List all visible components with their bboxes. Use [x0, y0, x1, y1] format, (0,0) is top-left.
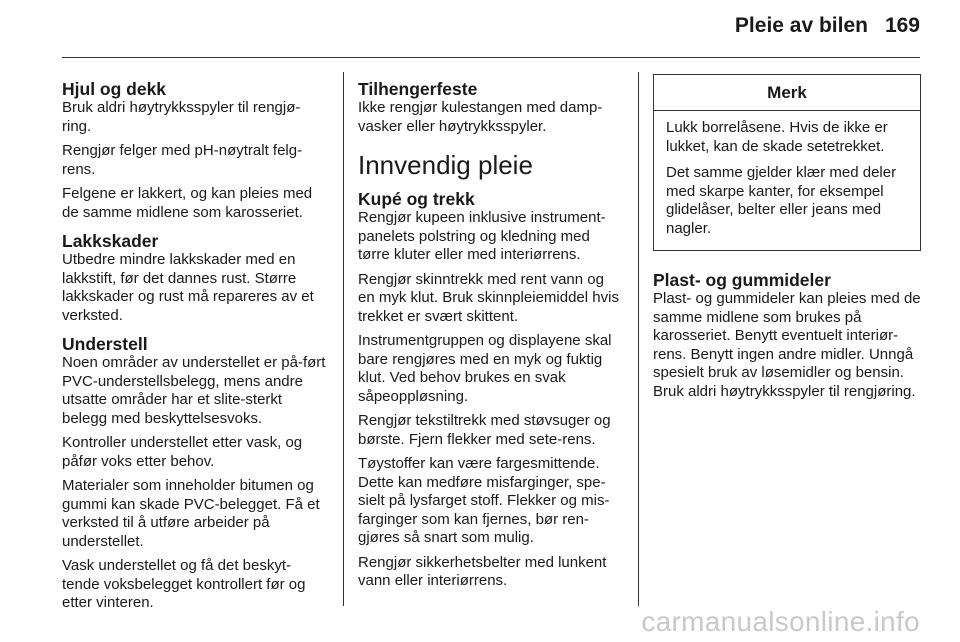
column-1 — [62, 80, 328, 623]
section-plastic-rubber — [653, 271, 921, 401]
section-heading: Kupé og trekk — [358, 189, 475, 209]
paragraph: Vask understellet og få det beskyt-tende voksbelegget kontrollert før og etter vinteren. — [62, 557, 306, 611]
section-interior-upholstery — [358, 190, 624, 591]
section-paint-damage — [62, 232, 328, 325]
column-divider-1 — [343, 72, 344, 606]
chapter-title: Innvendig pleie — [358, 150, 533, 180]
section-wheels-tyres — [62, 80, 328, 222]
paragraph: Utbedre mindre lakkskader med en lakkstift, før det dannes rust. Større lakkskader og rust må repareres av et verksted. — [62, 251, 314, 324]
paragraph: Instrumentgruppen og displayene skal bare rengjøres med en myk og fuktig klut. Ved behov brukes en svak såpeoppløsning. — [358, 332, 612, 405]
paragraph: Plast- og gummideler kan pleies med de samme midlene som brukes på karosseriet. Benytt eventuelt interiør-rens. Benytt ingen andre midler. Unngå spesielt bruk av løsemidler og bensin. Bruk aldri høytrykksspyler til rengjøring. — [653, 290, 921, 400]
paragraph: Kontroller understellet etter vask, og påfør voks etter behov. — [62, 434, 303, 470]
paragraph: Materialer som inneholder bitumen og gummi kan skade PVC-belegget. Få et verksted til å utføre arbeider på understellet. — [62, 477, 320, 550]
paragraph: Noen områder av understellet er på-ført PVC-understellsbelegg, mens andre utsatte områder har et slite-sterkt belegg med beskyttelsesvoks. — [62, 354, 326, 427]
page-title: Pleie av bilen — [734, 14, 868, 37]
section-towbar — [358, 80, 624, 136]
paragraph: Rengjør tekstiltrekk med støvsuger og børste. Fjern flekker med sete-rens. — [358, 412, 611, 448]
paragraph: Rengjør skinntrekk med rent vann og en myk klut. Bruk skinnpleiemiddel hvis trekket er svært skittent. — [358, 270, 619, 325]
section-underbody — [62, 335, 328, 613]
page-number: 169 — [884, 14, 920, 37]
note-title: Merk — [654, 75, 920, 111]
header-divider — [62, 57, 920, 58]
section-heading: Plast- og gummideler — [653, 270, 831, 290]
paragraph: Rengjør sikkerhetsbelter med lunkent vann eller interiørrens. — [358, 553, 607, 589]
section-heading: Hjul og dekk — [62, 79, 167, 99]
paragraph: Bruk aldri høytrykksspyler til rengjø-ring. — [62, 99, 301, 135]
paragraph: Tøystoffer kan være fargesmittende. Dette kan medføre misfarginger, spe-sielt på lysfarget stoff. Flekker og mis-farginger som kan fjernes, bør ren-gjøres så snart som mulig. — [358, 455, 610, 546]
paragraph: Rengjør felger med pH-nøytralt felg-rens. — [62, 142, 303, 178]
note-body — [654, 111, 920, 250]
paragraph: Felgene er lakkert, og kan pleies med de samme midlene som karosseriet. — [62, 185, 313, 221]
column-3 — [653, 74, 921, 407]
column-divider-2 — [638, 72, 639, 606]
section-heading: Understell — [62, 334, 148, 354]
note-paragraph: Lukk borrelåsene. Hvis de ikke er lukket, kan de skade setetrekket. — [666, 119, 888, 155]
note-box — [653, 74, 921, 251]
column-2 — [358, 80, 624, 597]
watermark-text: carmanualsonline.info — [641, 606, 920, 637]
section-heading: Lakkskader — [62, 231, 159, 251]
paragraph: Rengjør kupeen inklusive instrument-panelets polstring og kledning med tørre kluter eller med interiørrens. — [358, 209, 606, 263]
page-header — [0, 0, 960, 62]
paragraph: Ikke rengjør kulestangen med damp-vasker eller høytrykksspyler. — [358, 99, 603, 135]
note-paragraph: Det samme gjelder klær med deler med skarpe kanter, for eksempel glidelåser, belter eller jeans med nagler. — [666, 164, 897, 237]
section-heading: Tilhengerfeste — [358, 79, 478, 99]
